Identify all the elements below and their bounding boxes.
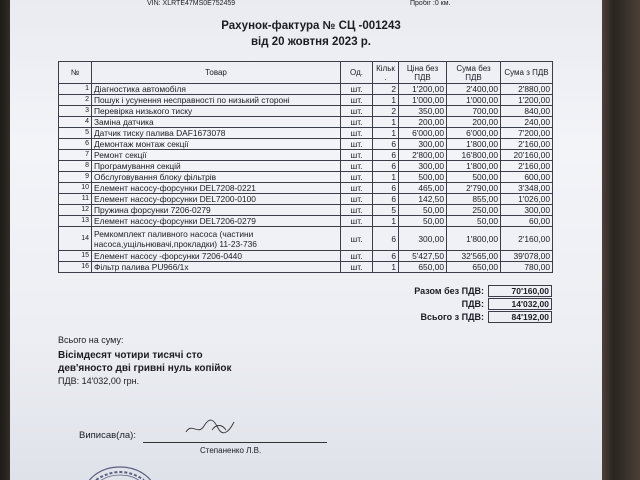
subtotal-value: 70'160,00: [488, 285, 552, 297]
col-header-total: Сума з ПДВ: [501, 62, 553, 84]
row-qty: 6: [373, 183, 399, 194]
stamp-icon: [80, 450, 160, 480]
row-number: 8: [59, 161, 92, 172]
vat-value: 14'032,00: [488, 298, 552, 310]
vat-summary: ПДВ: 14'032,00 грн.: [58, 376, 140, 386]
sum-label: Всього на суму:: [58, 335, 124, 345]
row-price: 650,00: [399, 262, 447, 273]
signature-line: [143, 442, 327, 443]
row-sum: 200,00: [447, 117, 501, 128]
row-price: 50,00: [399, 216, 447, 227]
row-number: 9: [59, 172, 92, 183]
row-price: 1'000,00: [399, 95, 447, 106]
col-header-qty: Кільк .: [373, 62, 399, 84]
row-price: 200,00: [399, 117, 447, 128]
row-number: 11: [59, 194, 92, 205]
row-sum: 1'800,00: [447, 161, 501, 172]
row-sum: 700,00: [447, 106, 501, 117]
row-qty: 1: [373, 128, 399, 139]
row-qty: 2: [373, 84, 399, 95]
total-label: Всього з ПДВ:: [420, 311, 484, 322]
vin-text: VIN: XLRTE47MS0E752459: [147, 0, 236, 7]
table-row: [59, 216, 553, 227]
table-row: [59, 117, 553, 128]
row-number: 1: [59, 84, 92, 95]
row-price: 300,00: [399, 139, 447, 150]
vat-label: ПДВ:: [461, 298, 484, 309]
row-total: 60,00: [501, 216, 553, 227]
row-product: Обслуговування блоку фільтрів: [92, 172, 341, 183]
table-row: [59, 251, 553, 262]
row-total: 2'160,00: [501, 227, 553, 251]
invoice-paper: [10, 0, 602, 480]
row-price: 500,00: [399, 172, 447, 183]
row-number: 16: [59, 262, 92, 273]
table-row: [59, 205, 553, 216]
row-sum: 2'400,00: [447, 84, 501, 95]
row-unit: шт.: [341, 251, 373, 262]
row-unit: шт.: [341, 139, 373, 150]
background-right: [596, 0, 640, 480]
mileage-text: Пробіг :0 км.: [410, 0, 451, 7]
row-qty: 6: [373, 227, 399, 251]
row-total: 2'880,00: [501, 84, 553, 95]
row-qty: 1: [373, 95, 399, 106]
row-product: Фільтр палива PU966/1x: [92, 262, 341, 273]
row-qty: 6: [373, 161, 399, 172]
row-number: 10: [59, 183, 92, 194]
col-header-sum: Сума без ПДВ: [447, 62, 501, 84]
table-row: [59, 139, 553, 150]
row-qty: 6: [373, 251, 399, 262]
row-price: 300,00: [399, 227, 447, 251]
total-row: [350, 310, 552, 323]
row-qty: 1: [373, 262, 399, 273]
row-unit: шт.: [341, 161, 373, 172]
row-price: 465,00: [399, 183, 447, 194]
table-header: [59, 62, 553, 84]
table-row: [59, 227, 553, 251]
row-product: Елемент насосу -форсунки 7206-0440: [92, 251, 341, 262]
invoice-title: Рахунок-фактура № СЦ -001243: [221, 20, 401, 32]
subtotal-row: [350, 284, 552, 297]
row-price: 142,50: [399, 194, 447, 205]
row-sum: 32'565,00: [447, 251, 501, 262]
row-number: 7: [59, 150, 92, 161]
row-product: Перевірка низького тиску: [92, 106, 341, 117]
row-total: 300,00: [501, 205, 553, 216]
row-number: 3: [59, 106, 92, 117]
row-product: Діагностика автомобіля: [92, 84, 341, 95]
row-sum: 500,00: [447, 172, 501, 183]
table-row: [59, 84, 553, 95]
row-total: 20'160,00: [501, 150, 553, 161]
row-product: Датчик тиску палива DAF1673078: [92, 128, 341, 139]
row-product: Демонтаж монтаж секції: [92, 139, 341, 150]
row-unit: шт.: [341, 216, 373, 227]
table-row: [59, 194, 553, 205]
row-unit: шт.: [341, 150, 373, 161]
row-qty: 6: [373, 194, 399, 205]
row-unit: шт.: [341, 262, 373, 273]
row-qty: 1: [373, 117, 399, 128]
row-unit: шт.: [341, 117, 373, 128]
totals-block: [350, 284, 552, 323]
row-sum: 2'790,00: [447, 183, 501, 194]
col-header-product: Товар: [92, 62, 341, 84]
col-header-number: №: [59, 62, 92, 84]
table-row: [59, 95, 553, 106]
row-total: 39'078,00: [501, 251, 553, 262]
row-price: 5'427,50: [399, 251, 447, 262]
row-qty: 6: [373, 150, 399, 161]
row-number: 4: [59, 117, 92, 128]
sum-in-words: [58, 349, 358, 375]
col-header-price: Ціна без ПДВ: [399, 62, 447, 84]
issued-by-label: Виписав(ла):: [79, 430, 136, 441]
row-total: 600,00: [501, 172, 553, 183]
row-price: 6'000,00: [399, 128, 447, 139]
row-qty: 2: [373, 106, 399, 117]
row-qty: 6: [373, 139, 399, 150]
row-sum: 1'800,00: [447, 139, 501, 150]
row-price: 1'200,00: [399, 84, 447, 95]
row-product: Пружина форсунки 7206-0279: [92, 205, 341, 216]
table-row: [59, 150, 553, 161]
row-total: 2'160,00: [501, 161, 553, 172]
total-value: 84'192,00: [488, 311, 552, 323]
row-number: 2: [59, 95, 92, 106]
row-number: 14: [59, 227, 92, 251]
row-product: Ремонт секції: [92, 150, 341, 161]
row-price: 350,00: [399, 106, 447, 117]
row-sum: 16'800,00: [447, 150, 501, 161]
sum-words-line-1: Вісімдесят чотири тисячі сто: [58, 350, 203, 361]
row-unit: шт.: [341, 106, 373, 117]
row-product: Елемент насосу-форсунки DEL7200-0100: [92, 194, 341, 205]
table-row: [59, 262, 553, 273]
table-row: [59, 128, 553, 139]
row-product: Елемент насосу-форсунки DEL7208-0221: [92, 183, 341, 194]
row-unit: шт.: [341, 194, 373, 205]
signature-icon: [182, 412, 242, 440]
row-total: 1'200,00: [501, 95, 553, 106]
row-sum: 6'000,00: [447, 128, 501, 139]
row-price: 2'800,00: [399, 150, 447, 161]
sum-words-line-2: дев'яносто дві гривні нуль копійок: [58, 363, 232, 374]
row-number: 5: [59, 128, 92, 139]
row-unit: шт.: [341, 183, 373, 194]
table-row: [59, 106, 553, 117]
row-number: 15: [59, 251, 92, 262]
row-sum: 250,00: [447, 205, 501, 216]
row-total: 2'160,00: [501, 139, 553, 150]
vat-row: [350, 297, 552, 310]
row-product: Елемент насосу-форсунки DEL7206-0279: [92, 216, 341, 227]
row-price: 50,00: [399, 205, 447, 216]
row-unit: шт.: [341, 128, 373, 139]
items-table: [58, 61, 553, 273]
row-total: 840,00: [501, 106, 553, 117]
row-sum: 1'000,00: [447, 95, 501, 106]
table-row: [59, 172, 553, 183]
row-number: 13: [59, 216, 92, 227]
row-total: 780,00: [501, 262, 553, 273]
row-total: 240,00: [501, 117, 553, 128]
row-price: 300,00: [399, 161, 447, 172]
row-qty: 5: [373, 205, 399, 216]
row-qty: 1: [373, 172, 399, 183]
row-product: Пошук і усунення несправності по низький стороні: [92, 95, 341, 106]
signer-name: Степаненко Л.В.: [200, 446, 262, 455]
row-unit: шт.: [341, 172, 373, 183]
table-row: [59, 183, 553, 194]
row-sum: 1'800,00: [447, 227, 501, 251]
row-unit: шт.: [341, 227, 373, 251]
row-number: 6: [59, 139, 92, 150]
row-product: Заміна датчика: [92, 117, 341, 128]
invoice-date: від 20 жовтня 2023 р.: [250, 36, 372, 48]
col-header-unit: Од.: [341, 62, 373, 84]
row-product: Програмування секцій: [92, 161, 341, 172]
row-qty: 1: [373, 216, 399, 227]
row-sum: 650,00: [447, 262, 501, 273]
row-number: 12: [59, 205, 92, 216]
row-product: Ремкомплект паливного насоса (частини насоса,ущільнювачі,прокладки) 11-23-736: [92, 227, 341, 251]
row-total: 1'026,00: [501, 194, 553, 205]
row-sum: 855,00: [447, 194, 501, 205]
row-total: 3'348,00: [501, 183, 553, 194]
row-unit: шт.: [341, 95, 373, 106]
subtotal-label: Разом без ПДВ:: [414, 285, 484, 296]
row-unit: шт.: [341, 84, 373, 95]
row-sum: 50,00: [447, 216, 501, 227]
row-unit: шт.: [341, 205, 373, 216]
table-row: [59, 161, 553, 172]
header-line: [10, 0, 602, 12]
row-total: 7'200,00: [501, 128, 553, 139]
